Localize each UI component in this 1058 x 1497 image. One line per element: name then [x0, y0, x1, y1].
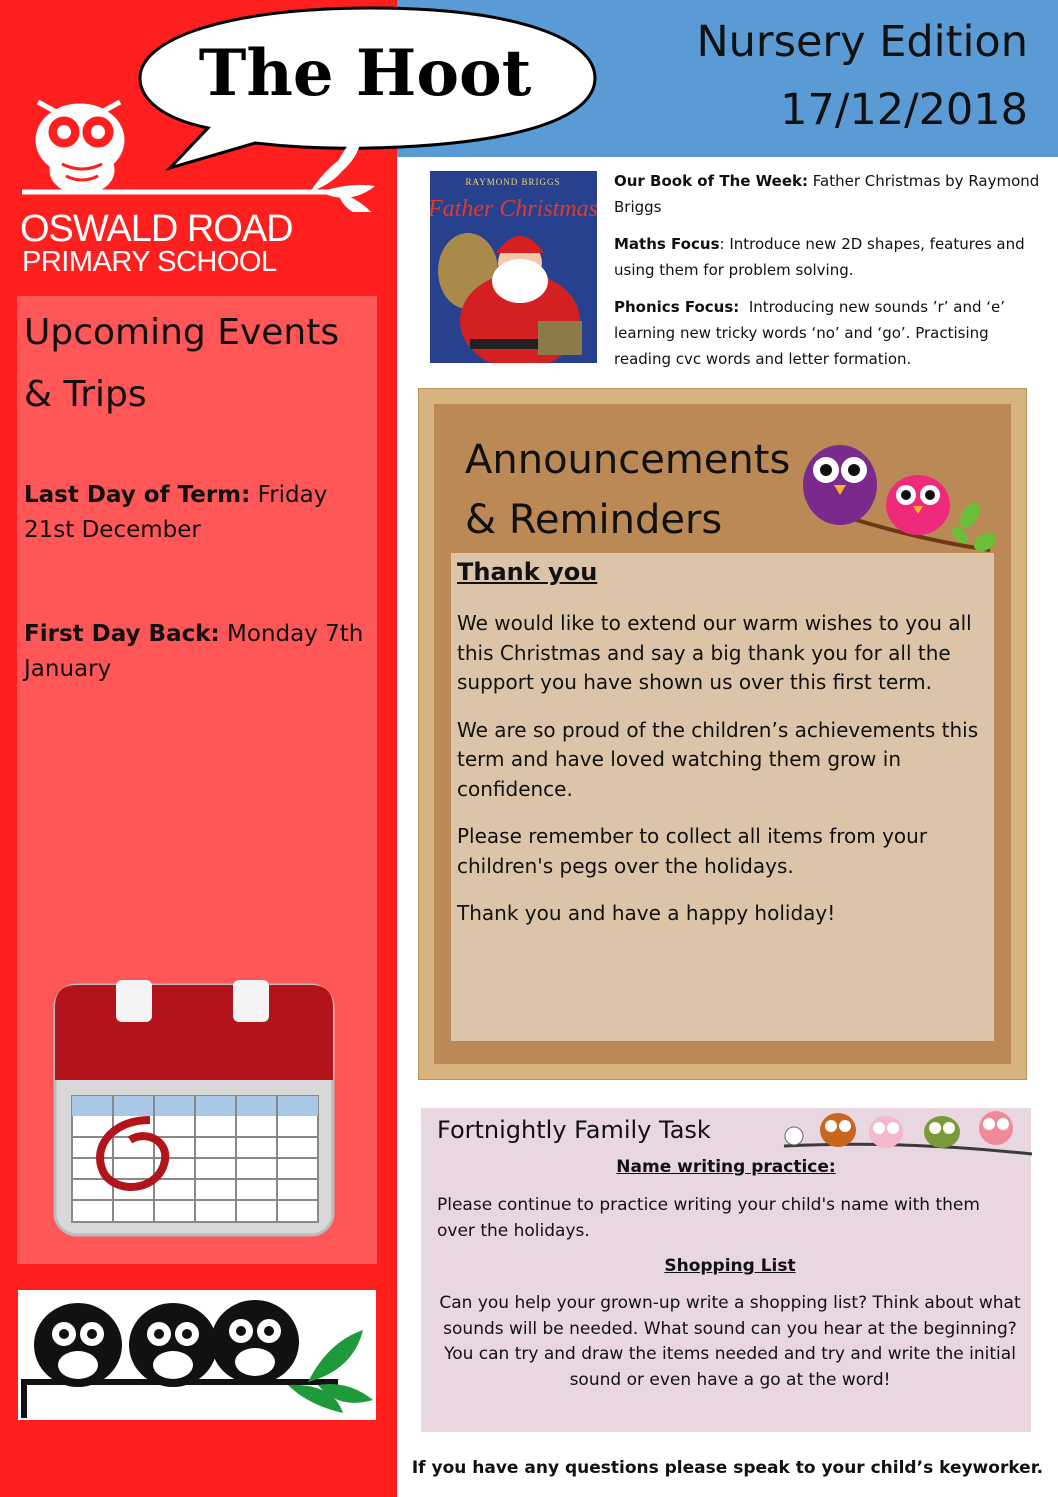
family-task-heading: Fortnightly Family Task: [437, 1116, 711, 1144]
announcement-body: [457, 609, 997, 947]
name-writing-title: Name writing practice:: [616, 1157, 836, 1177]
owl-row-icon: [780, 1106, 1036, 1158]
event-item: [24, 617, 374, 687]
shopping-list-body: Can you help your grown-up write a shopping list? Think about what sounds will be needed. What sound can you hear at the beginning? You can try and draw the items needed and try and write the initial sound or even have a go at the word!: [439, 1293, 1021, 1390]
cover-title: Father Christmas: [430, 196, 597, 222]
maths-focus: Maths Focus: Introduce new 2D shapes, features and using them for problem solving.: [614, 235, 1025, 279]
footer-note: If you have any questions please speak to your child’s keyworker.: [411, 1458, 1044, 1478]
announcement-paragraph: We would like to extend our warm wishes to you all this Christmas and say a big thank you for all the support you have shown us over this first term.: [457, 611, 972, 694]
calendar-icon: [50, 980, 340, 1242]
cover-author: RAYMOND BRIGGS: [465, 177, 561, 187]
event-label: First Day Back:: [24, 621, 220, 647]
book-cover-image: [430, 171, 597, 363]
announcement-title: Thank you: [457, 558, 598, 586]
edition-block: [696, 8, 1028, 144]
book-info: [614, 168, 1044, 383]
owl-logo-icon: [20, 92, 385, 212]
school-name-line1: OSWALD ROAD: [20, 208, 293, 250]
announcement-paragraph: Please remember to collect all items from your children's pegs over the holidays.: [457, 824, 928, 878]
school-name-line2: PRIMARY SCHOOL: [22, 246, 277, 278]
book-of-week: Our Book of The Week: Father Christmas by Raymond Briggs: [614, 172, 1040, 216]
announcement-paragraph: We are so proud of the children’s achievements this term and have loved watching them grow in confidence.: [457, 717, 979, 801]
event-label: Last Day of Term:: [24, 482, 251, 508]
events-heading: [24, 302, 374, 426]
event-value: Friday 21st December: [24, 482, 328, 543]
announcement-paragraph: Thank you and have a happy holiday!: [457, 901, 836, 925]
edition-label: Nursery Edition: [696, 17, 1028, 67]
phonics-focus: Phonics Focus: Introducing new sounds ’r’ and ‘e’ learning new tricky words ‘no’ and ‘go’. Practising reading cvc words and letter formation.: [614, 298, 1005, 368]
event-item: [24, 478, 374, 548]
name-writing-body: Please continue to practice writing your child's name with them over the holidays.: [437, 1195, 980, 1241]
event-value: Monday 7th January: [24, 621, 364, 682]
pink-owl-icon: [886, 475, 950, 535]
announcements-heading: Announcements & Reminders: [465, 437, 791, 543]
santa-image-icon: [430, 171, 597, 363]
purple-owl-icon: [800, 440, 1000, 560]
owls-banner: [18, 1290, 376, 1420]
events-heading-line1: Upcoming Events: [24, 312, 340, 353]
shopping-list-title: Shopping List: [664, 1256, 796, 1276]
owls-branch-icon: [18, 1290, 376, 1420]
events-heading-line2: & Trips: [24, 374, 147, 415]
edition-date: 17/12/2018: [780, 85, 1028, 135]
newsletter-title: The Hoot: [198, 36, 532, 111]
